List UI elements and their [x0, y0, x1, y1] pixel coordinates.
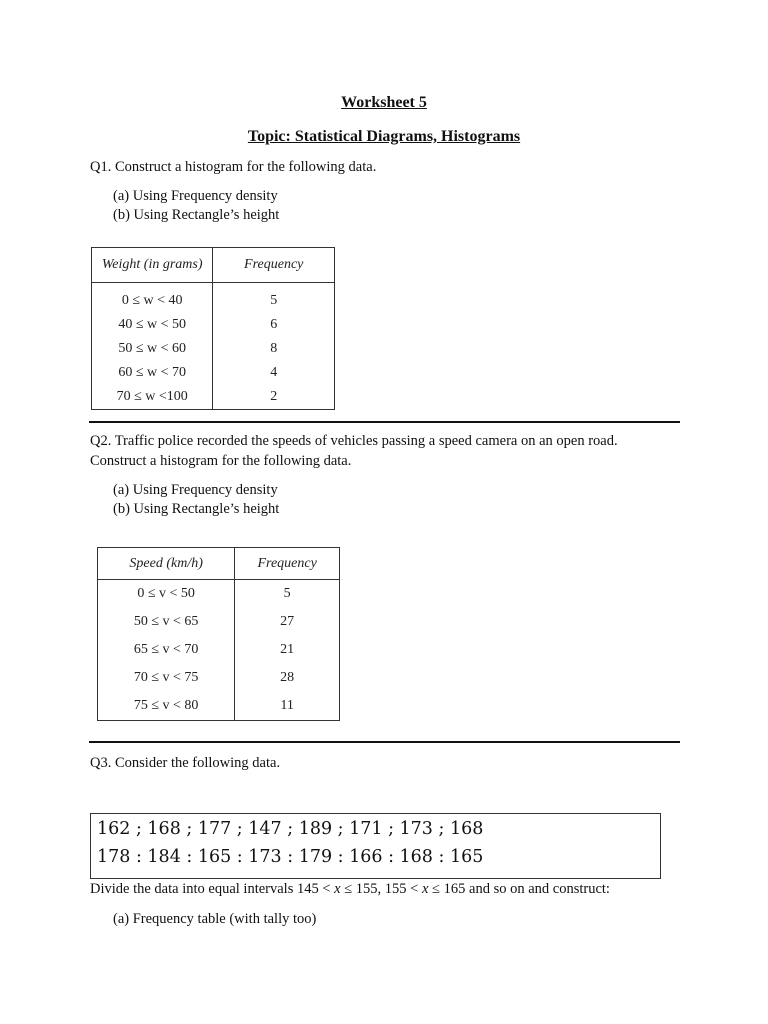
q2-prompt-line2: Construct a histogram for the following data.: [90, 453, 352, 469]
table-row: [98, 608, 340, 636]
q1-prompt: Q1. Construct a histogram for the following data.: [90, 159, 377, 175]
q1-weight-cell: 40 ≤ w < 50: [92, 313, 213, 337]
table-row: [98, 664, 340, 692]
q2-part-a: (a) Using Frequency density: [113, 482, 278, 498]
q2-speed-cell: 65 ≤ v < 70: [98, 636, 235, 664]
q2-speed-cell: 75 ≤ v < 80: [98, 692, 235, 721]
q2-speed-frequency-table: [97, 547, 340, 721]
section-divider: [89, 741, 680, 743]
q1-frequency-cell: 8: [213, 337, 335, 361]
q1-frequency-cell: 2: [213, 385, 335, 410]
q1-weight-cell: 50 ≤ w < 60: [92, 337, 213, 361]
q1-weight-cell: 70 ≤ w <100: [92, 385, 213, 410]
q3-data-line-2: 178 : 184 : 165 : 173 : 179 : 166 : 168 : 165: [97, 847, 484, 867]
worksheet-topic: Topic: Statistical Diagrams, Histograms: [247, 128, 521, 145]
q2-frequency-cell: 27: [235, 608, 340, 636]
q1-frequency-cell: 6: [213, 313, 335, 337]
q3-instruction-text: ≤ 155, 155 <: [340, 881, 422, 897]
q3-instruction-text: Divide the data into equal intervals 145 <: [90, 881, 335, 897]
table-row: [98, 692, 340, 721]
q1-frequency-cell: 5: [213, 283, 335, 314]
q1-header-frequency: Frequency: [213, 248, 335, 283]
q1-part-b: (b) Using Rectangle’s height: [113, 207, 280, 223]
q2-frequency-cell: 5: [235, 580, 340, 609]
q2-frequency-cell: 28: [235, 664, 340, 692]
table-row: [92, 313, 335, 337]
q2-speed-cell: 70 ≤ v < 75: [98, 664, 235, 692]
q3-variable-x: x: [421, 881, 429, 897]
q3-data-box: [90, 813, 661, 879]
section-divider: [89, 421, 680, 423]
table-row: [92, 283, 335, 314]
q2-header-speed: Speed (km/h): [98, 548, 235, 580]
q3-variable-x: x: [334, 881, 341, 897]
q1-part-a: (a) Using Frequency density: [113, 188, 278, 204]
q3-part-a: (a) Frequency table (with tally too): [113, 911, 317, 927]
table-row: [98, 580, 340, 609]
q1-weight-frequency-table: [91, 247, 335, 410]
q2-prompt-line1: Q2. Traffic police recorded the speeds of vehicles passing a speed camera on an open road.: [90, 433, 618, 449]
q3-instruction: [90, 881, 610, 898]
q3-prompt: Q3. Consider the following data.: [90, 755, 281, 771]
q3-data-line-1: 162 ; 168 ; 177 ; 147 ; 189 ; 171 ; 173 ; 168: [97, 819, 484, 839]
q2-part-b: (b) Using Rectangle’s height: [113, 501, 280, 517]
q1-weight-cell: 0 ≤ w < 40: [92, 283, 213, 314]
q2-speed-cell: 50 ≤ v < 65: [98, 608, 235, 636]
q1-frequency-cell: 4: [213, 361, 335, 385]
table-row: [92, 385, 335, 410]
q2-frequency-cell: 21: [235, 636, 340, 664]
q2-speed-cell: 0 ≤ v < 50: [98, 580, 235, 609]
q2-frequency-cell: 11: [235, 692, 340, 721]
q1-header-weight: Weight (in grams): [92, 248, 213, 283]
worksheet-title: Worksheet 5: [341, 94, 427, 111]
q3-instruction-text: ≤ 165 and so on and construct:: [428, 881, 610, 897]
table-row: [92, 361, 335, 385]
q2-header-frequency: Frequency: [235, 548, 340, 580]
table-row: [92, 337, 335, 361]
table-row: [98, 636, 340, 664]
q1-weight-cell: 60 ≤ w < 70: [92, 361, 213, 385]
